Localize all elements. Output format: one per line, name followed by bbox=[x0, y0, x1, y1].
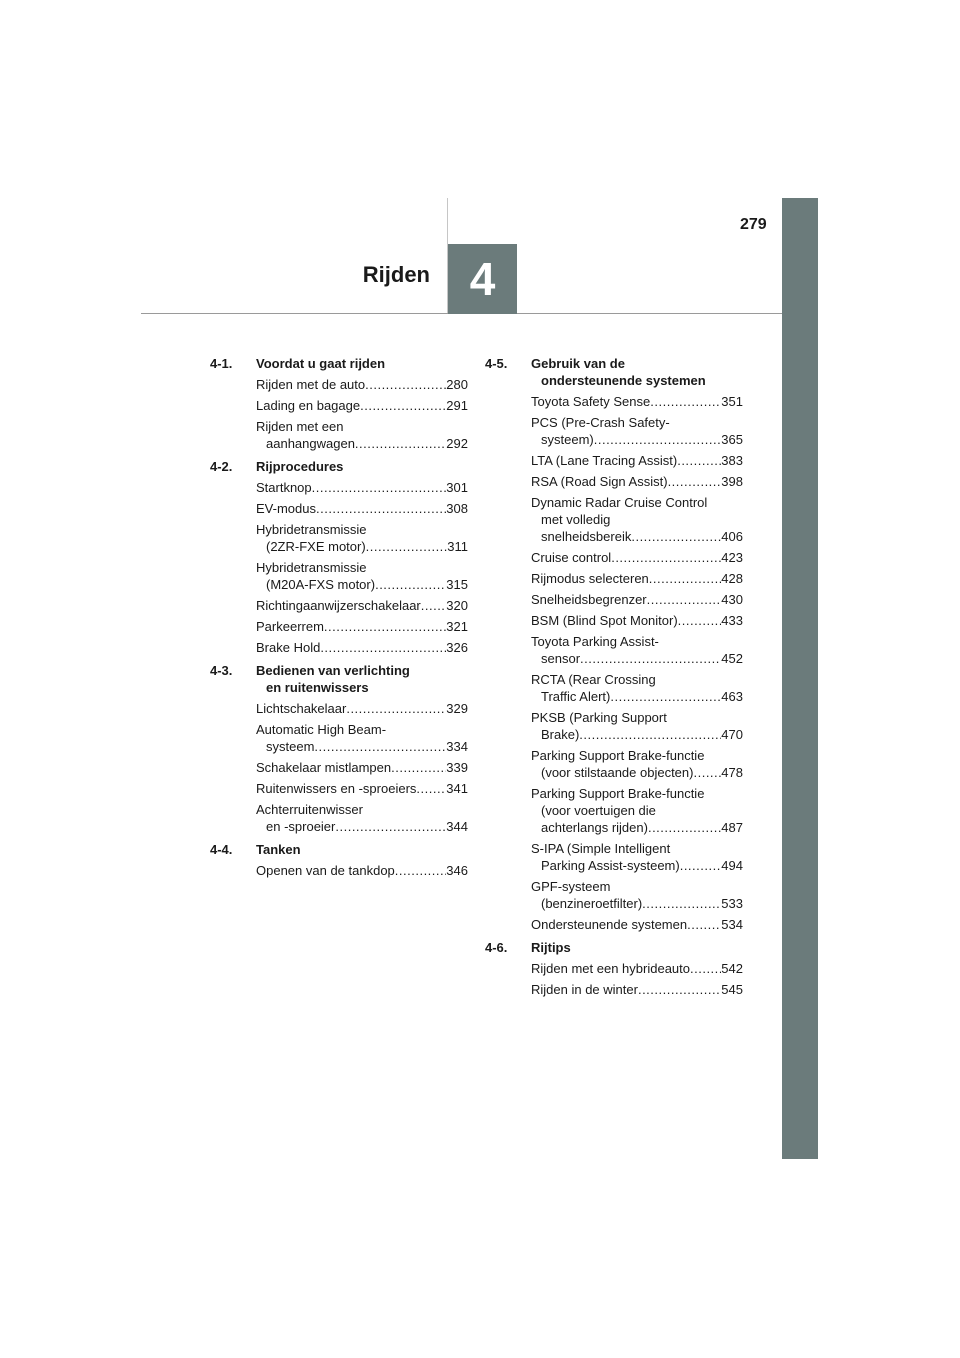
entry-last-line bbox=[531, 819, 743, 836]
entry-text: Richtingaanwijzerschakelaar bbox=[256, 598, 421, 613]
toc-entry[interactable] bbox=[531, 612, 743, 629]
entry-last-line bbox=[531, 612, 743, 629]
toc-entry[interactable] bbox=[256, 376, 468, 393]
entry-text: (benzineroetfilter) bbox=[541, 896, 643, 911]
section-number: 4-6. bbox=[485, 940, 508, 955]
page-number: 279 bbox=[740, 216, 767, 233]
section-title bbox=[531, 939, 743, 956]
section-number: 4-5. bbox=[485, 356, 508, 371]
entry-last-line bbox=[531, 726, 743, 743]
dot-leader bbox=[421, 597, 447, 614]
dot-leader bbox=[678, 612, 722, 629]
section-title bbox=[256, 458, 468, 475]
toc-entry[interactable] bbox=[256, 618, 468, 635]
section-title-line: Rijtips bbox=[531, 940, 571, 955]
dot-leader bbox=[416, 780, 446, 797]
dot-leader bbox=[346, 700, 446, 717]
dot-leader bbox=[355, 435, 446, 452]
section-title-line: Tanken bbox=[256, 842, 301, 857]
entry-page-number: 542 bbox=[721, 961, 743, 976]
entry-last-line bbox=[531, 857, 743, 874]
toc-entry[interactable] bbox=[531, 840, 743, 874]
entry-last-line bbox=[531, 960, 743, 977]
dot-leader bbox=[316, 500, 446, 517]
entry-text-line: RCTA (Rear Crossing bbox=[531, 672, 656, 687]
dot-leader bbox=[320, 639, 446, 656]
section-title bbox=[256, 841, 468, 858]
toc-entry[interactable] bbox=[256, 479, 468, 496]
entry-page-number: 545 bbox=[721, 982, 743, 997]
dot-leader bbox=[611, 549, 721, 566]
entry-text: Rijmodus selecteren bbox=[531, 571, 649, 586]
toc-entry[interactable] bbox=[531, 981, 743, 998]
toc-section bbox=[210, 662, 468, 835]
entry-text: (2ZR-FXE motor) bbox=[266, 539, 366, 554]
entry-text: BSM (Blind Spot Monitor) bbox=[531, 613, 678, 628]
entry-last-line bbox=[256, 818, 468, 835]
section-title-line: en ruitenwissers bbox=[266, 680, 369, 695]
entry-text: systeem bbox=[266, 739, 315, 754]
entry-last-line bbox=[531, 981, 743, 998]
toc-entry[interactable] bbox=[256, 801, 468, 835]
entry-text: sensor bbox=[541, 651, 581, 666]
entry-text-line: Automatic High Beam- bbox=[256, 722, 387, 737]
entry-text-line: met volledig bbox=[541, 512, 611, 527]
entry-text: Openen van de tankdop bbox=[256, 863, 395, 878]
entry-page-number: 428 bbox=[721, 571, 743, 586]
entry-last-line bbox=[256, 538, 468, 555]
entry-text: Schakelaar mistlampen bbox=[256, 760, 392, 775]
dot-leader bbox=[680, 857, 722, 874]
entry-text-line: (voor voertuigen die bbox=[541, 803, 656, 818]
entry-text: (M20A-FXS motor) bbox=[266, 577, 376, 592]
section-number: 4-1. bbox=[210, 356, 233, 371]
entry-last-line bbox=[531, 549, 743, 566]
dot-leader bbox=[610, 688, 721, 705]
entry-page-number: 292 bbox=[446, 436, 468, 451]
chapter-side-tab bbox=[782, 198, 818, 1159]
dot-leader bbox=[391, 759, 446, 776]
entry-page-number: 329 bbox=[446, 701, 468, 716]
entry-text: Rijden in de winter bbox=[531, 982, 638, 997]
entry-text: en -sproeier bbox=[266, 819, 336, 834]
section-title-line: ondersteunende systemen bbox=[541, 373, 706, 388]
entry-page-number: 494 bbox=[721, 858, 743, 873]
toc-entry[interactable] bbox=[531, 633, 743, 667]
section-heading bbox=[485, 355, 743, 389]
dot-leader bbox=[314, 738, 446, 755]
entry-last-line bbox=[531, 650, 743, 667]
entry-text: systeem) bbox=[541, 432, 594, 447]
chapter-number-box bbox=[448, 244, 517, 314]
entry-text-line: Toyota Parking Assist- bbox=[531, 634, 659, 649]
section-title-line: Voordat u gaat rijden bbox=[256, 356, 386, 371]
entry-last-line bbox=[256, 780, 468, 797]
entry-page-number: 301 bbox=[446, 480, 468, 495]
toc-entry[interactable] bbox=[256, 639, 468, 656]
toc-entry[interactable] bbox=[256, 597, 468, 614]
dot-leader bbox=[638, 981, 721, 998]
entry-page-number: 463 bbox=[721, 689, 743, 704]
entry-text-line: Achterruitenwisser bbox=[256, 802, 363, 817]
entry-last-line bbox=[256, 618, 468, 635]
dot-leader bbox=[642, 895, 721, 912]
entry-page-number: 311 bbox=[447, 539, 468, 554]
entry-page-number: 365 bbox=[721, 432, 743, 447]
entry-page-number: 430 bbox=[721, 592, 743, 607]
entry-text-line: Dynamic Radar Cruise Control bbox=[531, 495, 708, 510]
dot-leader bbox=[312, 479, 447, 496]
toc-entry[interactable] bbox=[531, 452, 743, 469]
entry-last-line bbox=[531, 916, 743, 933]
entry-page-number: 534 bbox=[721, 917, 743, 932]
dot-leader bbox=[677, 452, 721, 469]
dot-leader bbox=[366, 538, 448, 555]
section-title-line: Gebruik van de bbox=[531, 356, 625, 371]
entry-text: Startknop bbox=[256, 480, 312, 495]
entry-text: Ondersteunende systemen bbox=[531, 917, 688, 932]
entry-text: aanhangwagen bbox=[266, 436, 355, 451]
entry-last-line bbox=[531, 452, 743, 469]
entry-last-line bbox=[531, 591, 743, 608]
entry-text-line: PCS (Pre-Crash Safety- bbox=[531, 415, 670, 430]
toc-entry[interactable] bbox=[531, 709, 743, 743]
entry-page-number: 487 bbox=[721, 820, 743, 835]
toc-entry[interactable] bbox=[256, 521, 468, 555]
entry-last-line bbox=[256, 397, 468, 414]
section-title-line: Rijprocedures bbox=[256, 459, 344, 474]
entry-page-number: 344 bbox=[446, 819, 468, 834]
dot-leader bbox=[594, 431, 722, 448]
entry-last-line bbox=[256, 479, 468, 496]
entry-page-number: 383 bbox=[721, 453, 743, 468]
entry-last-line bbox=[256, 597, 468, 614]
dot-leader bbox=[580, 650, 721, 667]
entry-text: LTA (Lane Tracing Assist) bbox=[531, 453, 678, 468]
toc-entry[interactable] bbox=[531, 473, 743, 490]
toc-entry[interactable] bbox=[531, 591, 743, 608]
chapter-number: 4 bbox=[469, 253, 496, 305]
dot-leader bbox=[650, 393, 721, 410]
dot-leader bbox=[365, 376, 446, 393]
toc-entry[interactable] bbox=[256, 700, 468, 717]
dot-leader bbox=[649, 570, 722, 587]
dot-leader bbox=[647, 591, 722, 608]
entry-page-number: 320 bbox=[446, 598, 468, 613]
entry-text: EV-modus bbox=[256, 501, 316, 516]
dot-leader bbox=[395, 862, 447, 879]
dot-leader bbox=[360, 397, 446, 414]
entry-page-number: 326 bbox=[446, 640, 468, 655]
entry-page-number: 280 bbox=[446, 377, 468, 392]
section-heading bbox=[210, 355, 468, 372]
entry-text-line: Rijden met een bbox=[256, 419, 344, 434]
entry-text: Toyota Safety Sense bbox=[531, 394, 651, 409]
entry-last-line bbox=[531, 764, 743, 781]
section-heading bbox=[210, 458, 468, 475]
entry-last-line bbox=[531, 895, 743, 912]
section-title bbox=[256, 355, 468, 372]
entry-page-number: 341 bbox=[446, 781, 468, 796]
entry-text-line: Hybridetransmissie bbox=[256, 522, 367, 537]
entry-last-line bbox=[531, 393, 743, 410]
section-heading bbox=[485, 939, 743, 956]
dot-leader bbox=[579, 726, 721, 743]
entry-page-number: 398 bbox=[721, 474, 743, 489]
dot-leader bbox=[648, 819, 721, 836]
toc-entry[interactable] bbox=[256, 397, 468, 414]
entry-last-line bbox=[531, 528, 743, 545]
entry-text: Traffic Alert) bbox=[541, 689, 611, 704]
entry-text: Brake) bbox=[541, 727, 580, 742]
dot-leader bbox=[324, 618, 446, 635]
entry-page-number: 478 bbox=[721, 765, 743, 780]
toc-entry[interactable] bbox=[256, 500, 468, 517]
entry-page-number: 339 bbox=[446, 760, 468, 775]
entry-last-line bbox=[531, 688, 743, 705]
toc-entry[interactable] bbox=[531, 393, 743, 410]
entry-last-line bbox=[256, 759, 468, 776]
entry-text: achterlangs rijden) bbox=[541, 820, 648, 835]
entry-page-number: 533 bbox=[721, 896, 743, 911]
toc-entry[interactable] bbox=[531, 916, 743, 933]
entry-text-line: GPF-systeem bbox=[531, 879, 611, 894]
entry-last-line bbox=[531, 473, 743, 490]
entry-text: Rijden met de auto bbox=[256, 377, 366, 392]
entry-page-number: 470 bbox=[721, 727, 743, 742]
entry-last-line bbox=[531, 570, 743, 587]
entry-text-line: Parking Support Brake-functie bbox=[531, 748, 705, 763]
toc-section bbox=[210, 841, 468, 879]
section-number: 4-3. bbox=[210, 663, 233, 678]
entry-text: Ruitenwissers en -sproeiers bbox=[256, 781, 417, 796]
toc-entry[interactable] bbox=[531, 549, 743, 566]
entry-last-line bbox=[256, 435, 468, 452]
entry-text: Brake Hold bbox=[256, 640, 321, 655]
toc-section bbox=[210, 355, 468, 452]
section-heading bbox=[210, 662, 468, 696]
entry-text: (voor stilstaande objecten) bbox=[541, 765, 694, 780]
entry-last-line bbox=[256, 738, 468, 755]
entry-text: Parking Assist-systeem) bbox=[541, 858, 680, 873]
toc-entry[interactable] bbox=[531, 570, 743, 587]
dot-leader bbox=[335, 818, 446, 835]
entry-page-number: 346 bbox=[446, 863, 468, 878]
dot-leader bbox=[690, 960, 721, 977]
entry-page-number: 291 bbox=[446, 398, 468, 413]
entry-last-line bbox=[531, 431, 743, 448]
section-number: 4-2. bbox=[210, 459, 233, 474]
entry-page-number: 321 bbox=[446, 619, 468, 634]
dot-leader bbox=[631, 528, 721, 545]
entry-page-number: 315 bbox=[446, 577, 468, 592]
toc-entry[interactable] bbox=[256, 780, 468, 797]
entry-last-line bbox=[256, 862, 468, 879]
toc-entry[interactable] bbox=[256, 759, 468, 776]
entry-text: Snelheidsbegrenzer bbox=[531, 592, 647, 607]
toc-entry[interactable] bbox=[531, 494, 743, 545]
entry-text: Parkeerrem bbox=[256, 619, 324, 634]
toc-entry[interactable] bbox=[531, 747, 743, 781]
entry-last-line bbox=[256, 376, 468, 393]
entry-page-number: 406 bbox=[721, 529, 743, 544]
toc-entry[interactable] bbox=[256, 559, 468, 593]
dot-leader bbox=[668, 473, 722, 490]
section-heading bbox=[210, 841, 468, 858]
toc-entry[interactable] bbox=[256, 418, 468, 452]
section-title bbox=[531, 355, 743, 389]
entry-text: snelheidsbereik bbox=[541, 529, 632, 544]
section-number: 4-4. bbox=[210, 842, 233, 857]
entry-page-number: 452 bbox=[721, 651, 743, 666]
entry-text-line: Parking Support Brake-functie bbox=[531, 786, 705, 801]
toc-entry[interactable] bbox=[531, 878, 743, 912]
toc-section bbox=[485, 355, 743, 933]
entry-page-number: 308 bbox=[446, 501, 468, 516]
entry-page-number: 423 bbox=[721, 550, 743, 565]
dot-leader bbox=[693, 764, 721, 781]
entry-text: RSA (Road Sign Assist) bbox=[531, 474, 668, 489]
entry-text-line: S-IPA (Simple Intelligent bbox=[531, 841, 671, 856]
toc-entry[interactable] bbox=[531, 671, 743, 705]
entry-page-number: 351 bbox=[721, 394, 743, 409]
entry-text: Lichtschakelaar bbox=[256, 701, 347, 716]
toc-entry[interactable] bbox=[531, 960, 743, 977]
entry-text-line: PKSB (Parking Support bbox=[531, 710, 667, 725]
toc-entry[interactable] bbox=[256, 862, 468, 879]
entry-last-line bbox=[256, 639, 468, 656]
entry-text: Rijden met een hybrideauto bbox=[531, 961, 690, 976]
entry-last-line bbox=[256, 500, 468, 517]
toc-section bbox=[485, 939, 743, 998]
chapter-title: Rijden bbox=[362, 262, 430, 287]
entry-text: Lading en bagage bbox=[256, 398, 361, 413]
entry-last-line bbox=[256, 700, 468, 717]
toc-section bbox=[210, 458, 468, 656]
section-title-line: Bedienen van verlichting bbox=[256, 663, 410, 678]
toc-column-left bbox=[210, 355, 468, 885]
entry-last-line bbox=[256, 576, 468, 593]
toc-entry[interactable] bbox=[256, 721, 468, 755]
toc-entry[interactable] bbox=[531, 785, 743, 836]
toc-entry[interactable] bbox=[531, 414, 743, 448]
toc-column-right bbox=[485, 355, 743, 1004]
entry-page-number: 334 bbox=[446, 739, 468, 754]
entry-text: Cruise control bbox=[531, 550, 612, 565]
entry-text-line: Hybridetransmissie bbox=[256, 560, 367, 575]
entry-page-number: 433 bbox=[721, 613, 743, 628]
dot-leader bbox=[375, 576, 446, 593]
section-title bbox=[256, 662, 468, 696]
dot-leader bbox=[687, 916, 721, 933]
